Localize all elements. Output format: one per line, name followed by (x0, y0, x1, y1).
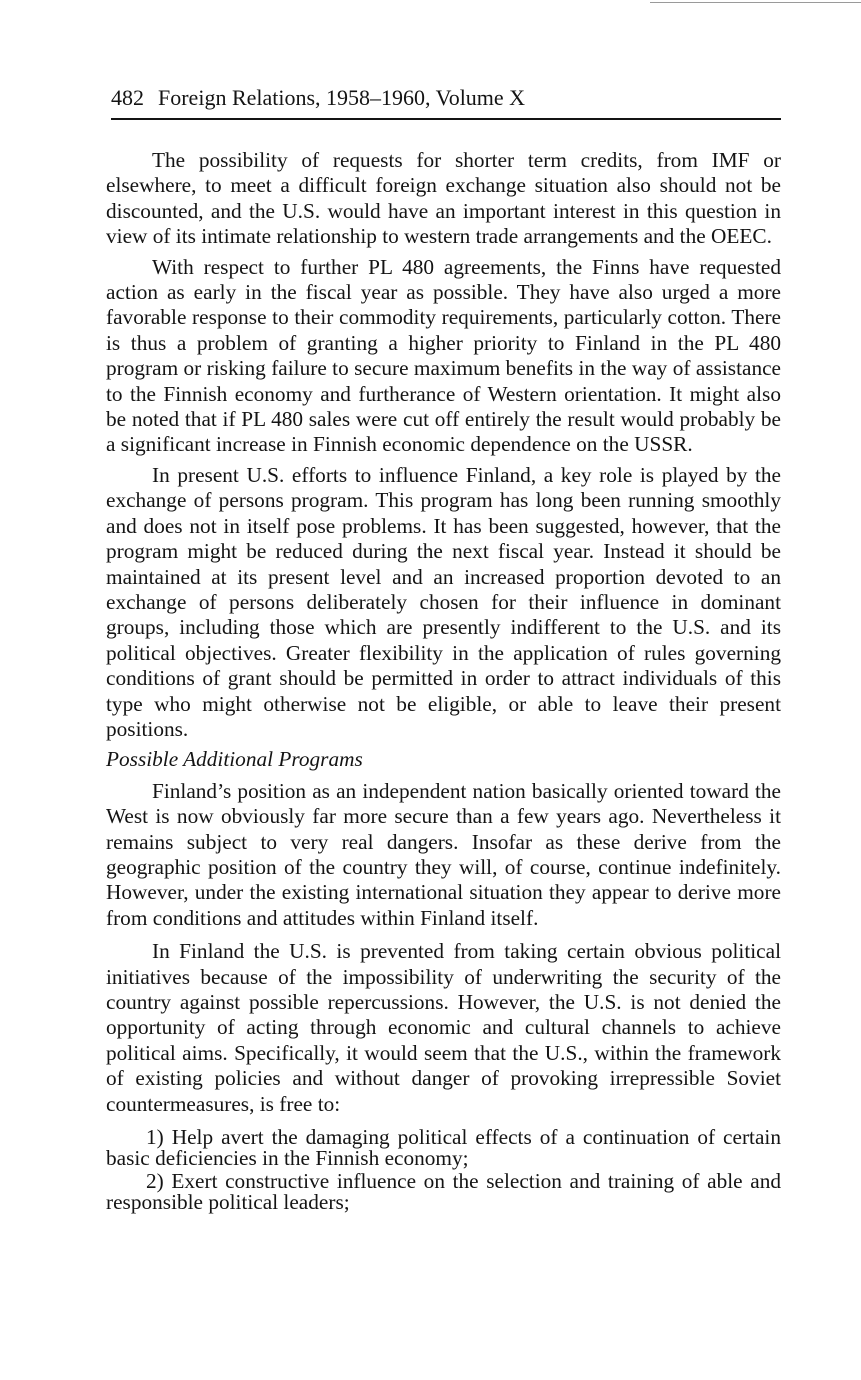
paragraph: The possibility of requests for shorter term credits, from IMF or elsewhere, to meet a difficult foreign exchange situation also should not be discounted, and the U.S. would have an important interest in this question in view of its intimate relationship to western trade arrangements and the OEEC. (106, 148, 781, 249)
page-body (106, 148, 781, 1215)
page-number: 482 (111, 85, 144, 110)
paragraph: With respect to further PL 480 agreements, the Finns have requested action as early in the fiscal year as possible. They have also urged a more favorable response to their commodity requirements, particularly cotton. There is thus a problem of granting a higher priority to Finland in the PL 480 program or risking failure to secure maximum benefits in the way of assistance to the Finnish economy and furtherance of Western orientation. It might also be noted that if PL 480 sales were cut off entirely the result would probably be a significant increase in Finnish economic dependence on the USSR. (106, 254, 781, 457)
paragraph: In Finland the U.S. is prevented from taking certain obvious political initiatives because of the impossibility of underwriting the security of the country against possible repercussions. However, the U.S. is not denied the opportunity of acting through economic and cultural channels to achieve political aims. Specifically, it would seem that the U.S., within the framework of existing policies and without danger of provoking irrepressible Soviet countermeasures, is free to: (106, 939, 781, 1116)
list-item: 2) Exert constructive influence on the selection and training of able and responsible political leaders; (106, 1169, 781, 1215)
running-title: Foreign Relations, 1958–1960, Volume X (158, 85, 526, 110)
top-edge-rule (650, 2, 861, 3)
section-heading: Possible Additional Programs (106, 747, 363, 772)
list-item: 1) Help avert the damaging political effects of a continuation of certain basic deficiencies in the Finnish economy; (106, 1125, 781, 1171)
header-rule (111, 118, 781, 120)
paragraph: Finland’s position as an independent nation basically oriented toward the West is now obviously far more secure than a few years ago. Nevertheless it remains subject to very real dangers. Insofar as these derive from the geographic position of the country they will, of course, continue indefinitely. However, under the existing international situation they appear to derive more from conditions and attitudes within Finland itself. (106, 778, 781, 930)
running-head (111, 84, 781, 112)
paragraph: In present U.S. efforts to influence Finland, a key role is played by the exchange of persons program. This program has long been running smoothly and does not in itself pose problems. It has been suggested, however, that the program might be reduced during the next fiscal year. Instead it should be maintained at its present level and an increased proportion devoted to an exchange of persons deliberately chosen for their influence in dominant groups, including those which are presently indifferent to the U.S. and its political objectives. Greater flexibility in the application of rules governing conditions of grant should be permitted in order to attract individuals of this type who might otherwise not be eligible, or able to leave their present positions. (106, 462, 781, 741)
